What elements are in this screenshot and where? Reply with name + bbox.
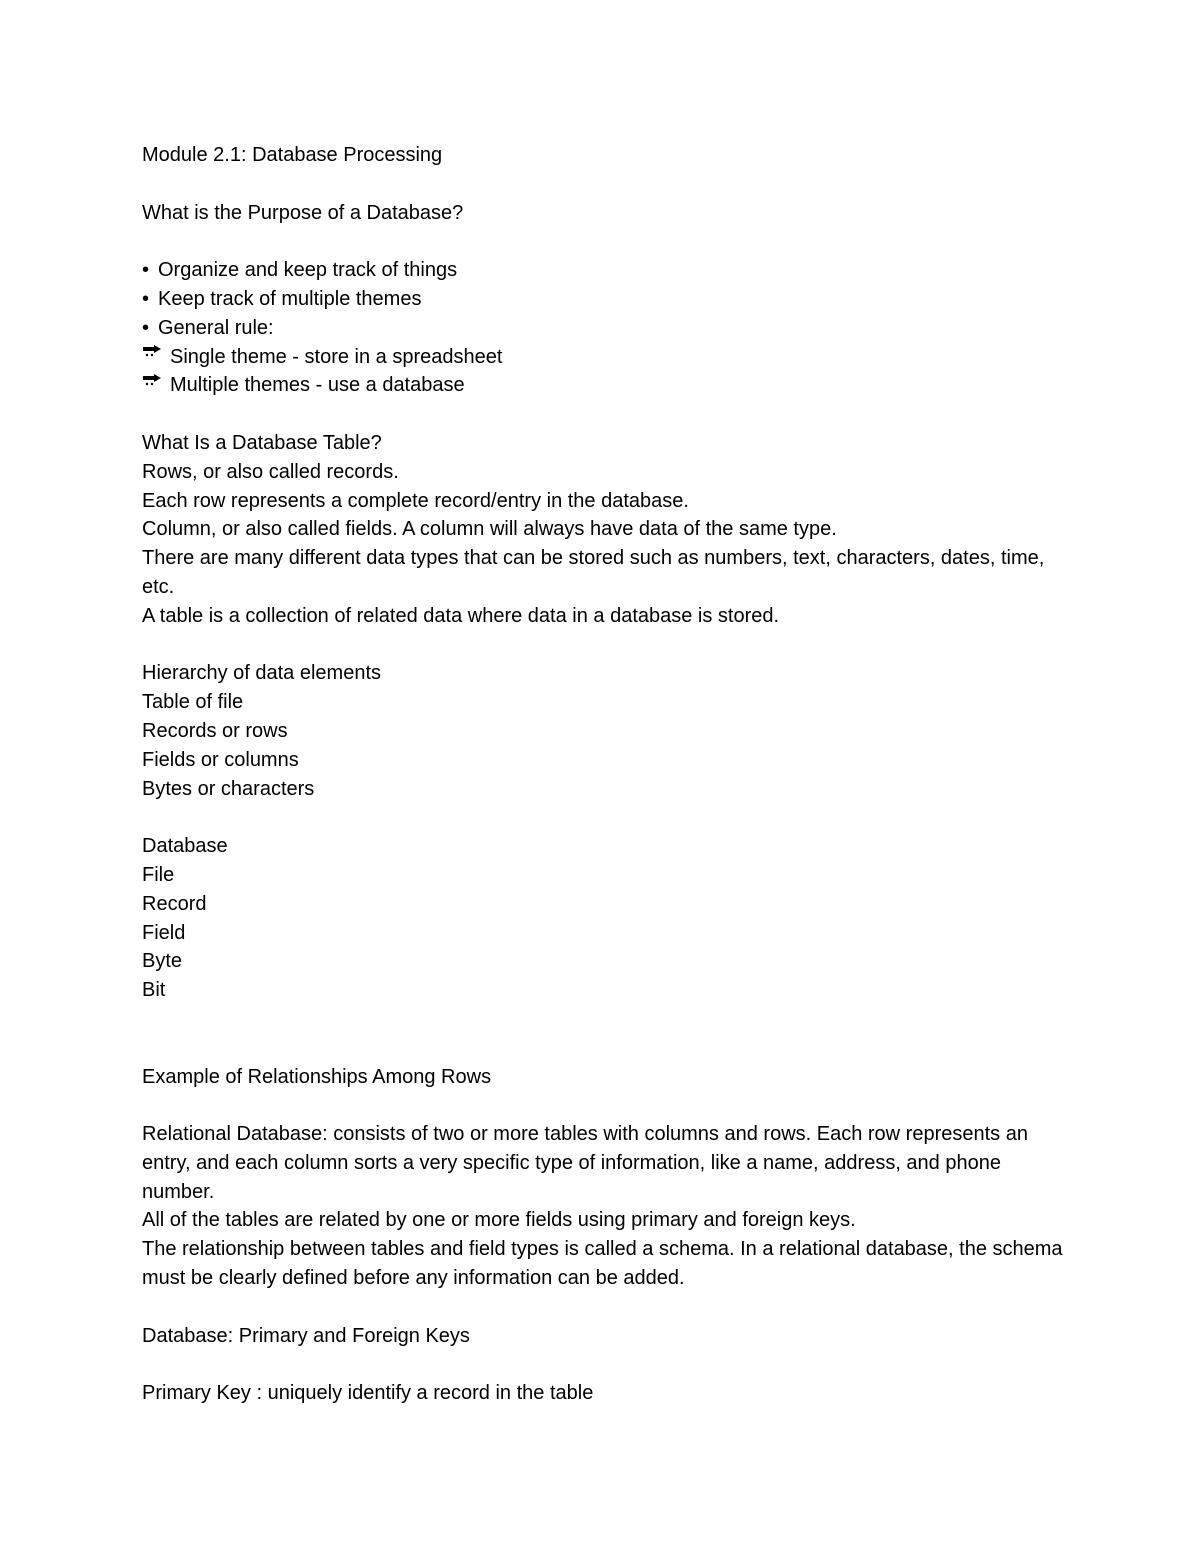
spacer [142, 1293, 1072, 1322]
text-line: Record [142, 892, 207, 915]
section-heading-table: What Is a Database Table? [142, 431, 382, 454]
spacer [142, 400, 1072, 429]
spacer [142, 170, 1072, 199]
sub-bullet-item [142, 371, 1072, 400]
sub-bullet-text: Single theme - store in a spreadsheet [170, 345, 503, 368]
bullet-text: Keep track of multiple themes [158, 287, 422, 310]
document-title: Module 2.1: Database Processing [142, 144, 443, 166]
text-line: Byte [142, 950, 183, 973]
text-line: Column, or also called fields. A column will always have data of the same type. [142, 518, 837, 541]
section-heading-hierarchy: Hierarchy of data elements [142, 662, 382, 685]
bullet-dot: • [142, 259, 150, 282]
spacer [142, 1350, 1072, 1379]
text-paragraph: Relational Database: consists of two or more tables with columns and rows. Each row represents an entry, and each column sorts a very specific type of information, like a name, address, and phone number. [142, 1123, 1028, 1203]
section-heading-purpose: What is the Purpose of a Database? [142, 201, 464, 224]
text-paragraph: The relationship between tables and field types is called a schema. In a relational database, the schema must be clearly defined before any information can be added. [142, 1238, 1063, 1290]
text-paragraph: There are many different data types that can be stored such as numbers, text, characters, dates, time, etc. [142, 547, 1045, 598]
text-line: File [142, 863, 175, 886]
spacer [142, 631, 1072, 660]
text-line: Primary Key : uniquely identify a record in the table [142, 1382, 594, 1405]
bullet-item [142, 314, 1072, 343]
text-line: Records or rows [142, 719, 288, 742]
spacer [142, 1034, 1072, 1063]
arrow-bullet-icon [142, 350, 170, 364]
text-line: Fields or columns [142, 748, 299, 771]
document-body [142, 141, 1072, 1408]
text-line: All of the tables are related by one or more fields using primary and foreign keys. [142, 1209, 856, 1232]
arrow-bullet-icon [142, 379, 170, 393]
text-line: Database [142, 835, 228, 858]
bullet-item [142, 285, 1072, 314]
bullet-item [142, 256, 1072, 285]
bullet-text: General rule: [158, 316, 274, 339]
sub-bullet-item [142, 343, 1072, 372]
sub-bullet-text: Multiple themes - use a database [170, 374, 465, 397]
text-line: Bytes or characters [142, 777, 315, 800]
text-line: A table is a collection of related data where data in a database is stored. [142, 604, 780, 627]
spacer [142, 1005, 1072, 1034]
text-line: Table of file [142, 691, 244, 714]
section-heading-keys: Database: Primary and Foreign Keys [142, 1324, 470, 1347]
spacer [142, 803, 1072, 832]
text-line: Bit [142, 979, 166, 1002]
spacer [142, 1091, 1072, 1120]
spacer [142, 227, 1072, 256]
bullet-text: Organize and keep track of things [158, 259, 458, 282]
section-heading-relationships: Example of Relationships Among Rows [142, 1065, 492, 1088]
text-line: Field [142, 921, 186, 944]
bullet-dot: • [142, 316, 150, 339]
text-line: Each row represents a complete record/entry in the database. [142, 489, 689, 512]
text-line: Rows, or also called records. [142, 460, 399, 483]
bullet-dot: • [142, 287, 150, 310]
